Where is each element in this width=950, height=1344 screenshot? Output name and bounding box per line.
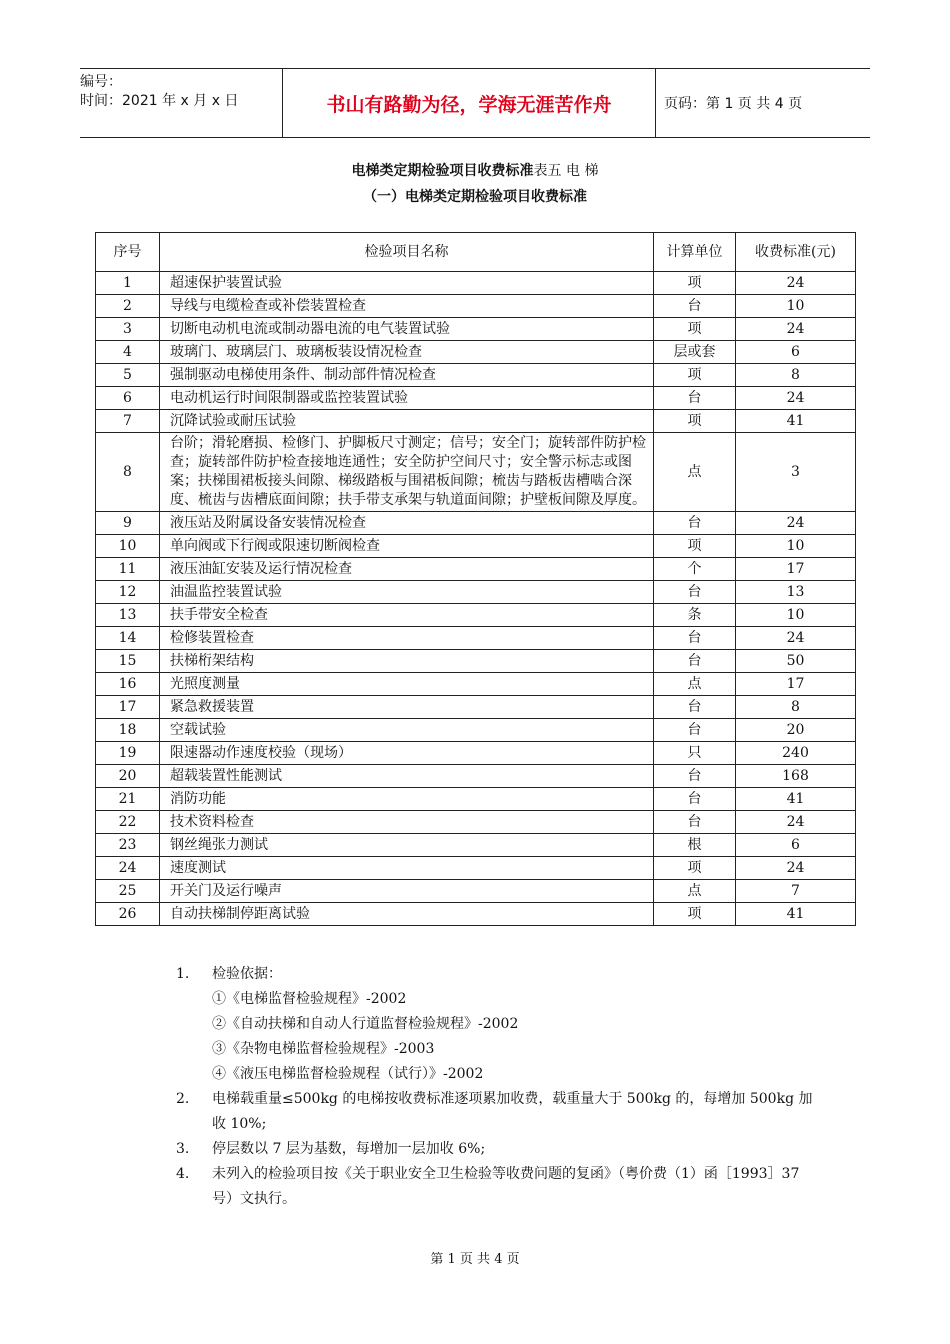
table-row	[96, 742, 856, 765]
row-unit: 层或套	[654, 341, 736, 364]
row-fee: 24	[736, 387, 856, 410]
note-sub-item: ④《液压电梯监督检验规程（试行）》-2002	[212, 1066, 484, 1082]
row-seq: 10	[96, 535, 160, 558]
fee-table	[95, 232, 856, 926]
row-fee: 10	[736, 535, 856, 558]
table-row	[96, 272, 856, 295]
table-row	[96, 903, 856, 926]
table-row	[96, 696, 856, 719]
row-unit: 台	[654, 627, 736, 650]
row-item-name: 消防功能	[160, 788, 654, 811]
table-row	[96, 788, 856, 811]
row-item-name: 导线与电缆检查或补偿装置检查	[160, 295, 654, 318]
row-unit: 根	[654, 834, 736, 857]
row-seq: 17	[96, 696, 160, 719]
row-unit: 点	[654, 433, 736, 512]
row-item-name: 开关门及运行噪声	[160, 880, 654, 903]
row-fee: 8	[736, 696, 856, 719]
row-item-name: 液压站及附属设备安装情况检查	[160, 512, 654, 535]
row-item-name: 电动机运行时间限制器或监控装置试验	[160, 387, 654, 410]
row-fee: 13	[736, 581, 856, 604]
row-fee: 17	[736, 673, 856, 696]
fee-table-body	[96, 272, 856, 926]
section-title: （一）电梯类定期检验项目收费标准	[363, 189, 587, 205]
row-unit: 台	[654, 765, 736, 788]
row-fee: 10	[736, 295, 856, 318]
row-seq: 22	[96, 811, 160, 834]
note-number: 4.	[176, 1166, 190, 1182]
table-row	[96, 512, 856, 535]
table-row	[96, 604, 856, 627]
table-row	[96, 295, 856, 318]
table-row	[96, 650, 856, 673]
row-seq: 11	[96, 558, 160, 581]
table-row	[96, 627, 856, 650]
note-number: 3.	[176, 1141, 190, 1157]
row-item-name: 切断电动机电流或制动器电流的电气装置试验	[160, 318, 654, 341]
table-row	[96, 857, 856, 880]
note-3	[176, 1137, 816, 1162]
row-item-name: 沉降试验或耐压试验	[160, 410, 654, 433]
row-unit: 台	[654, 719, 736, 742]
table-row	[96, 558, 856, 581]
row-unit: 项	[654, 318, 736, 341]
row-seq: 18	[96, 719, 160, 742]
row-fee: 24	[736, 811, 856, 834]
header-fee: 收费标准(元)	[736, 233, 856, 272]
row-fee: 3	[736, 433, 856, 512]
note-number: 2.	[176, 1091, 190, 1107]
row-seq: 12	[96, 581, 160, 604]
row-fee: 17	[736, 558, 856, 581]
row-seq: 6	[96, 387, 160, 410]
note-text: 电梯载重量≤500kg 的电梯按收费标准逐项累加收费，载重量大于 500kg 的，每增加 500kg 加收 10%;	[212, 1091, 813, 1132]
document-title-table-label: 表五 电 梯	[533, 163, 599, 179]
row-seq: 2	[96, 295, 160, 318]
row-item-name: 检修装置检查	[160, 627, 654, 650]
row-seq: 19	[96, 742, 160, 765]
row-seq: 20	[96, 765, 160, 788]
row-unit: 台	[654, 788, 736, 811]
row-seq: 1	[96, 272, 160, 295]
note-text: 停层数以 7 层为基数，每增加一层加收 6%;	[212, 1141, 486, 1157]
page-header	[80, 68, 870, 138]
table-row	[96, 880, 856, 903]
header-item-name: 检验项目名称	[160, 233, 654, 272]
row-fee: 8	[736, 364, 856, 387]
row-item-name: 钢丝绳张力测试	[160, 834, 654, 857]
row-item-name: 速度测试	[160, 857, 654, 880]
row-seq: 9	[96, 512, 160, 535]
row-seq: 3	[96, 318, 160, 341]
row-seq: 8	[96, 433, 160, 512]
row-unit: 台	[654, 512, 736, 535]
row-seq: 23	[96, 834, 160, 857]
note-number: 1.	[176, 966, 190, 982]
row-item-name: 自动扶梯制停距离试验	[160, 903, 654, 926]
row-item-name: 紧急救援装置	[160, 696, 654, 719]
row-unit: 项	[654, 364, 736, 387]
row-item-name: 限速器动作速度校验（现场）	[160, 742, 654, 765]
table-row	[96, 811, 856, 834]
row-seq: 13	[96, 604, 160, 627]
document-time-label: 时间：2021 年 x 月 x 日	[80, 93, 239, 109]
note-sub-item: ②《自动扶梯和自动人行道监督检验规程》-2002	[212, 1016, 519, 1032]
note-text: 检验依据：	[212, 966, 282, 982]
page-footer: 第 1 页 共 4 页	[430, 1252, 520, 1267]
header-meta	[80, 69, 282, 141]
document-title-bold: 电梯类定期检验项目收费标准	[351, 163, 534, 179]
row-unit: 项	[654, 410, 736, 433]
row-fee: 41	[736, 903, 856, 926]
table-row	[96, 410, 856, 433]
note-sub-item: ③《杂物电梯监督检验规程》-2003	[212, 1041, 435, 1057]
row-fee: 24	[736, 272, 856, 295]
row-unit: 项	[654, 535, 736, 558]
row-unit: 台	[654, 650, 736, 673]
table-row	[96, 535, 856, 558]
row-seq: 7	[96, 410, 160, 433]
header-unit: 计算单位	[654, 233, 736, 272]
row-item-name: 液压油缸安装及运行情况检查	[160, 558, 654, 581]
row-seq: 21	[96, 788, 160, 811]
header-motto: 书山有路勤为径，学海无涯苦作舟	[282, 69, 656, 137]
table-row	[96, 673, 856, 696]
table-row	[96, 387, 856, 410]
row-unit: 台	[654, 581, 736, 604]
row-unit: 点	[654, 673, 736, 696]
table-row	[96, 433, 856, 512]
row-unit: 台	[654, 696, 736, 719]
row-seq: 5	[96, 364, 160, 387]
row-fee: 168	[736, 765, 856, 788]
row-item-name: 玻璃门、玻璃层门、玻璃板装设情况检查	[160, 341, 654, 364]
row-fee: 7	[736, 880, 856, 903]
row-item-name: 空载试验	[160, 719, 654, 742]
row-fee: 50	[736, 650, 856, 673]
row-item-name: 油温监控装置试验	[160, 581, 654, 604]
note-1	[176, 962, 816, 1087]
row-fee: 240	[736, 742, 856, 765]
row-fee: 6	[736, 341, 856, 364]
table-row	[96, 765, 856, 788]
table-header-row	[96, 233, 856, 272]
table-row	[96, 581, 856, 604]
row-unit: 只	[654, 742, 736, 765]
row-item-name: 强制驱动电梯使用条件、制动部件情况检查	[160, 364, 654, 387]
row-seq: 4	[96, 341, 160, 364]
table-row	[96, 318, 856, 341]
note-2	[176, 1087, 816, 1137]
notes-list	[176, 962, 816, 1212]
note-4	[176, 1162, 816, 1212]
note-sub-item: ①《电梯监督检验规程》-2002	[212, 991, 407, 1007]
row-item-name: 台阶；滑轮磨损、检修门、护脚板尺寸测定；信号；安全门；旋转部件防护检查；旋转部件防护检查接地连通性；安全防护空间尺寸；安全警示标志或图案；扶梯围裙板接头间隙、梯级踏板与围裙板间隙；梳齿与踏板齿槽啮合深度、梳齿与齿槽底面间隙；扶手带支承架与轨道面间隙；护壁板间隙及厚度。	[160, 433, 654, 512]
row-unit: 个	[654, 558, 736, 581]
row-item-name: 光照度测量	[160, 673, 654, 696]
row-unit: 项	[654, 903, 736, 926]
row-unit: 项	[654, 272, 736, 295]
table-row	[96, 364, 856, 387]
row-item-name: 超载装置性能测试	[160, 765, 654, 788]
row-unit: 台	[654, 387, 736, 410]
note-text: 未列入的检验项目按《关于职业安全卫生检验等收费问题的复函》（粤价费（1）函［1993］37 号）文执行。	[212, 1166, 800, 1207]
row-fee: 41	[736, 410, 856, 433]
row-unit: 点	[654, 880, 736, 903]
row-unit: 项	[654, 857, 736, 880]
row-item-name: 超速保护装置试验	[160, 272, 654, 295]
row-fee: 24	[736, 627, 856, 650]
row-unit: 台	[654, 811, 736, 834]
row-fee: 10	[736, 604, 856, 627]
document-code-label: 编号：	[80, 74, 122, 90]
row-seq: 16	[96, 673, 160, 696]
row-fee: 24	[736, 318, 856, 341]
row-seq: 25	[96, 880, 160, 903]
table-row	[96, 834, 856, 857]
row-seq: 14	[96, 627, 160, 650]
row-unit: 台	[654, 295, 736, 318]
row-item-name: 单向阀或下行阀或限速切断阀检查	[160, 535, 654, 558]
header-page-label: 页码：第 1 页 共 4 页	[664, 96, 803, 112]
row-fee: 41	[736, 788, 856, 811]
row-fee: 20	[736, 719, 856, 742]
row-fee: 6	[736, 834, 856, 857]
row-seq: 24	[96, 857, 160, 880]
row-item-name: 技术资料检查	[160, 811, 654, 834]
row-unit: 条	[654, 604, 736, 627]
row-fee: 24	[736, 512, 856, 535]
header-seq: 序号	[96, 233, 160, 272]
table-row	[96, 719, 856, 742]
row-item-name: 扶梯桁架结构	[160, 650, 654, 673]
table-row	[96, 341, 856, 364]
row-seq: 26	[96, 903, 160, 926]
row-fee: 24	[736, 857, 856, 880]
document-title	[0, 160, 950, 180]
row-item-name: 扶手带安全检查	[160, 604, 654, 627]
row-seq: 15	[96, 650, 160, 673]
